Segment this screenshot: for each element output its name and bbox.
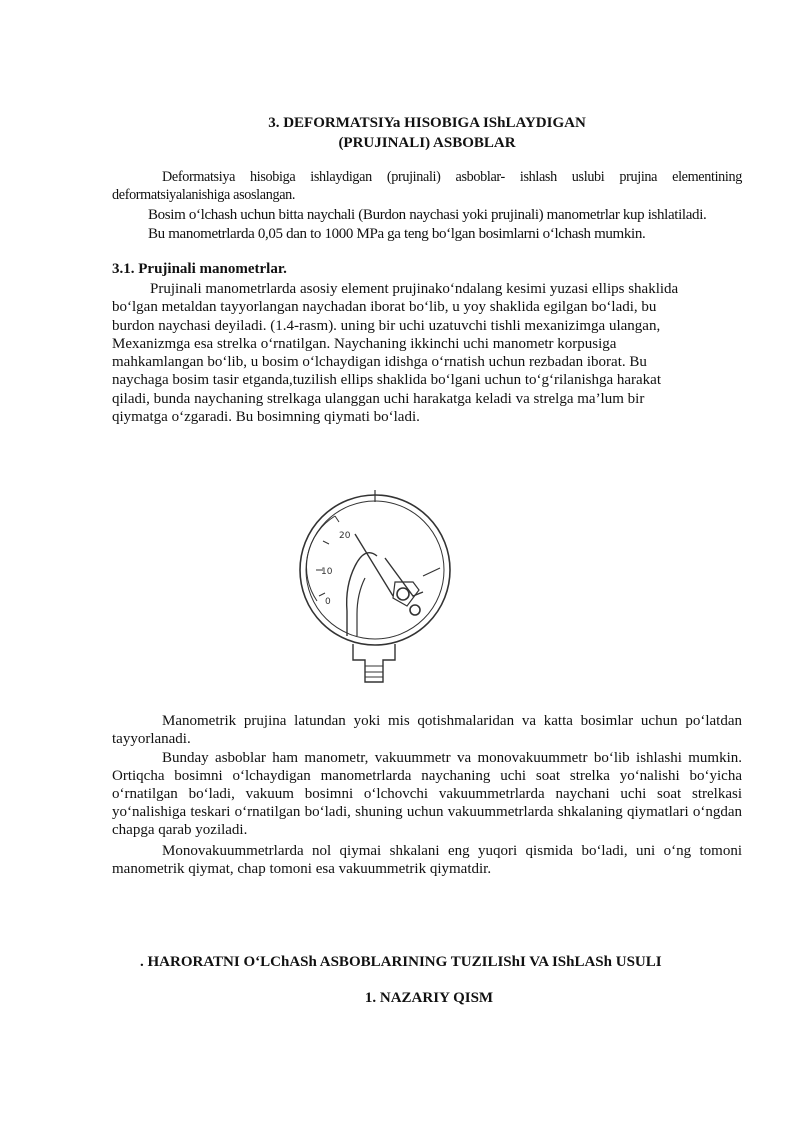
scale-label-10: 10 — [321, 567, 333, 577]
section-line: mahkamlangan bo‘lib, u bosim o‘lchaydigan idishga o‘rnatish uchun rezbadan iborat. Bu — [112, 354, 647, 371]
section-line: qiymatga o‘zgaradi. Bu bosimning qiymati bo‘ladi. — [112, 409, 420, 426]
section-line: Prujinali manometrlarda asosiy element prujinako‘ndalang kesimi yuzasi ellips shaklida — [150, 281, 679, 297]
pointer-linkage — [385, 558, 423, 596]
manometer-drawing — [295, 486, 455, 696]
section-line: burdon naychasi deyiladi. (1.4-rasm). uning bir uchi uzatuvchi tishli mexanizimga ulangan, — [112, 317, 661, 334]
scale-label-20: 20 — [339, 531, 351, 541]
intro-paragraph-1: Deformatsiya hisobiga ishlaydigan (prujinali) asboblar- ishlash uslubi prujina elementining deformatsiyalanishiga asoslangan. — [112, 169, 742, 203]
section-line: naychaga bosim tasir etganda,tuzilish ellips shaklida bo‘lgani uchun to‘g‘rilanishga harakat — [112, 372, 662, 389]
section-line: bo‘lgan metaldan tayyorlangan naychadan iborat bo‘lib, u yoy shaklida egilgan bo‘ladi, bu — [112, 299, 657, 316]
intro-paragraph-3: Bu manometrlarda 0,05 dan to 1000 MPa ga teng bo‘lgan bosimlarni o‘lchash mumkin. — [148, 226, 646, 242]
next-chapter-heading: . HARORATNI O‘LChASh ASBOBLARINING TUZILIShI VA IShLASh USULI — [140, 954, 662, 970]
pointer-needle — [355, 534, 393, 596]
bourdon-tube — [347, 553, 377, 636]
chapter-title-line-2: (PRUJINALI) ASBOBLAR — [338, 135, 516, 151]
after-paragraph-2: Bunday asboblar ham manometr, vakuummetr va monovakuummetr bo‘lib ishlashi mumkin. Ortiqcha bosimni o‘lchaydigan manometrlarda naychaning uchi soat strelka yo‘nalishi bo‘yicha o‘rnatilgan bo‘ladi, vakuum bosimni o‘lchovchi vakuummetrlarda naychani uchi soat strelkasi yo‘nalishiga teskari o‘rnatilgan bo‘ladi, shuning uchun vakuummetrlarda shkalaning qiymatlari o‘ngdan chapga qarab yoziladi. — [112, 750, 742, 838]
chapter-title — [112, 113, 742, 153]
chapter-title-line-1: 3. DEFORMATSIYa HISOBIGA IShLAYDIGAN — [268, 115, 586, 131]
gear-sector — [397, 588, 409, 600]
section-heading: 3.1. Prujinali manometrlar. — [112, 261, 287, 277]
section-paragraph — [112, 280, 742, 426]
after-paragraph-3: Monovakuummetrlarda nol qiymai shkalani eng yuqori qismida bo‘ladi, uni o‘ng tomoni manometrik qiymat, chap tomoni esa vakuummetrik qiymatdir. — [112, 843, 742, 877]
next-chapter-subheading: 1. NAZARIY QISM — [364, 990, 494, 1006]
intro-paragraph-2: Bosim o‘lchash uchun bitta naychali (Burdon naychasi yoki prujinali) manometrlar kup ishlatiladi. — [148, 207, 707, 223]
scale-label-0: 0 — [325, 597, 331, 607]
scale-arc — [306, 516, 335, 601]
manometer-figure — [295, 486, 455, 696]
threaded-socket — [353, 644, 395, 682]
section-line: qiladi, bunda naychaning strelkaga ulanggan uchi harakatga keladi va strelga ma’lum bir — [112, 390, 645, 407]
after-paragraph-1: Manometrik prujina latundan yoki mis qotishmalaridan va katta bosimlar uchun po‘latdan tayyorlanadi. — [112, 713, 742, 747]
section-line: Mexanizmga esa strelka o‘rnatilgan. Naychaning ikkinchi uchi manometr korpusiga — [112, 335, 617, 352]
